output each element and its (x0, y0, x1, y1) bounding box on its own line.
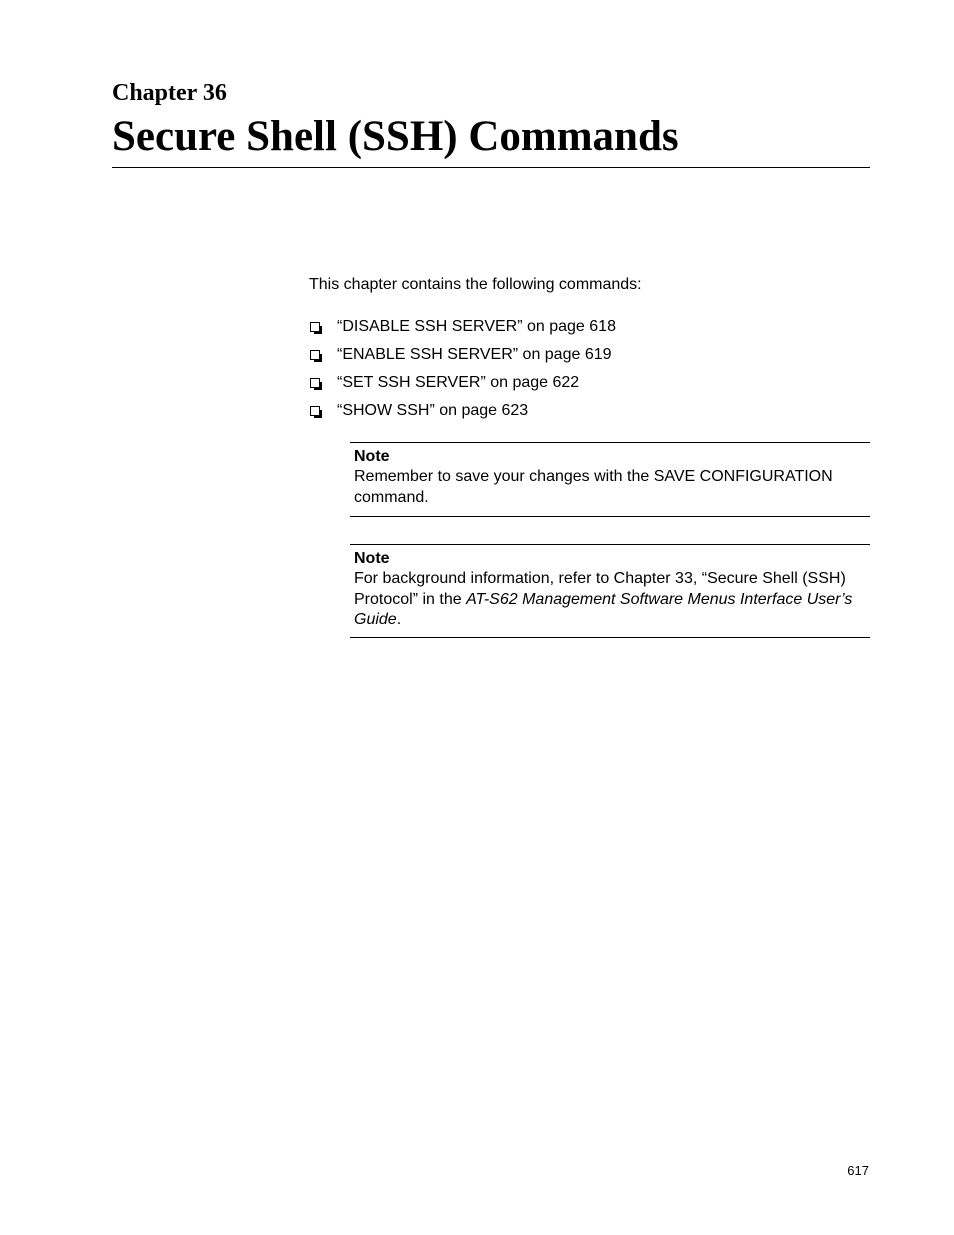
list-item (309, 397, 616, 425)
chapter-label: Chapter 36 (112, 80, 227, 106)
page-title: Secure Shell (SSH) Commands (112, 113, 679, 160)
intro-text: This chapter contains the following commands: (309, 276, 642, 293)
list-item (309, 369, 616, 397)
command-link-disable-ssh-server[interactable]: “DISABLE SSH SERVER” on page 618 (337, 318, 616, 335)
note-save-configuration (350, 442, 870, 517)
note-body-text-end: . (396, 611, 402, 628)
command-link-enable-ssh-server[interactable]: “ENABLE SSH SERVER” on page 619 (337, 346, 612, 363)
note-background-info (350, 544, 870, 638)
command-link-show-ssh[interactable]: “SHOW SSH” on page 623 (337, 402, 529, 419)
checkbox-bullet-icon (310, 378, 320, 388)
list-item (309, 341, 616, 369)
note-body-text: For background information, refer to Chapter 33, “Secure Shell (SSH) Protocol” in the (354, 570, 846, 608)
note-heading: Note (354, 448, 390, 465)
page-number: 617 (847, 1163, 869, 1178)
command-list (309, 313, 616, 425)
list-item (309, 313, 616, 341)
checkbox-bullet-icon (310, 350, 320, 360)
command-link-set-ssh-server[interactable]: “SET SSH SERVER” on page 622 (337, 374, 580, 391)
note-body: Remember to save your changes with the SAVE CONFIGURATION command. (354, 468, 833, 506)
note-heading: Note (354, 550, 390, 567)
title-divider (112, 167, 870, 168)
checkbox-bullet-icon (310, 406, 320, 416)
note-body (354, 569, 870, 631)
guide-title-reference: AT-S62 Management Software Menus Interface User’s Guide (354, 590, 853, 628)
checkbox-bullet-icon (310, 322, 320, 332)
